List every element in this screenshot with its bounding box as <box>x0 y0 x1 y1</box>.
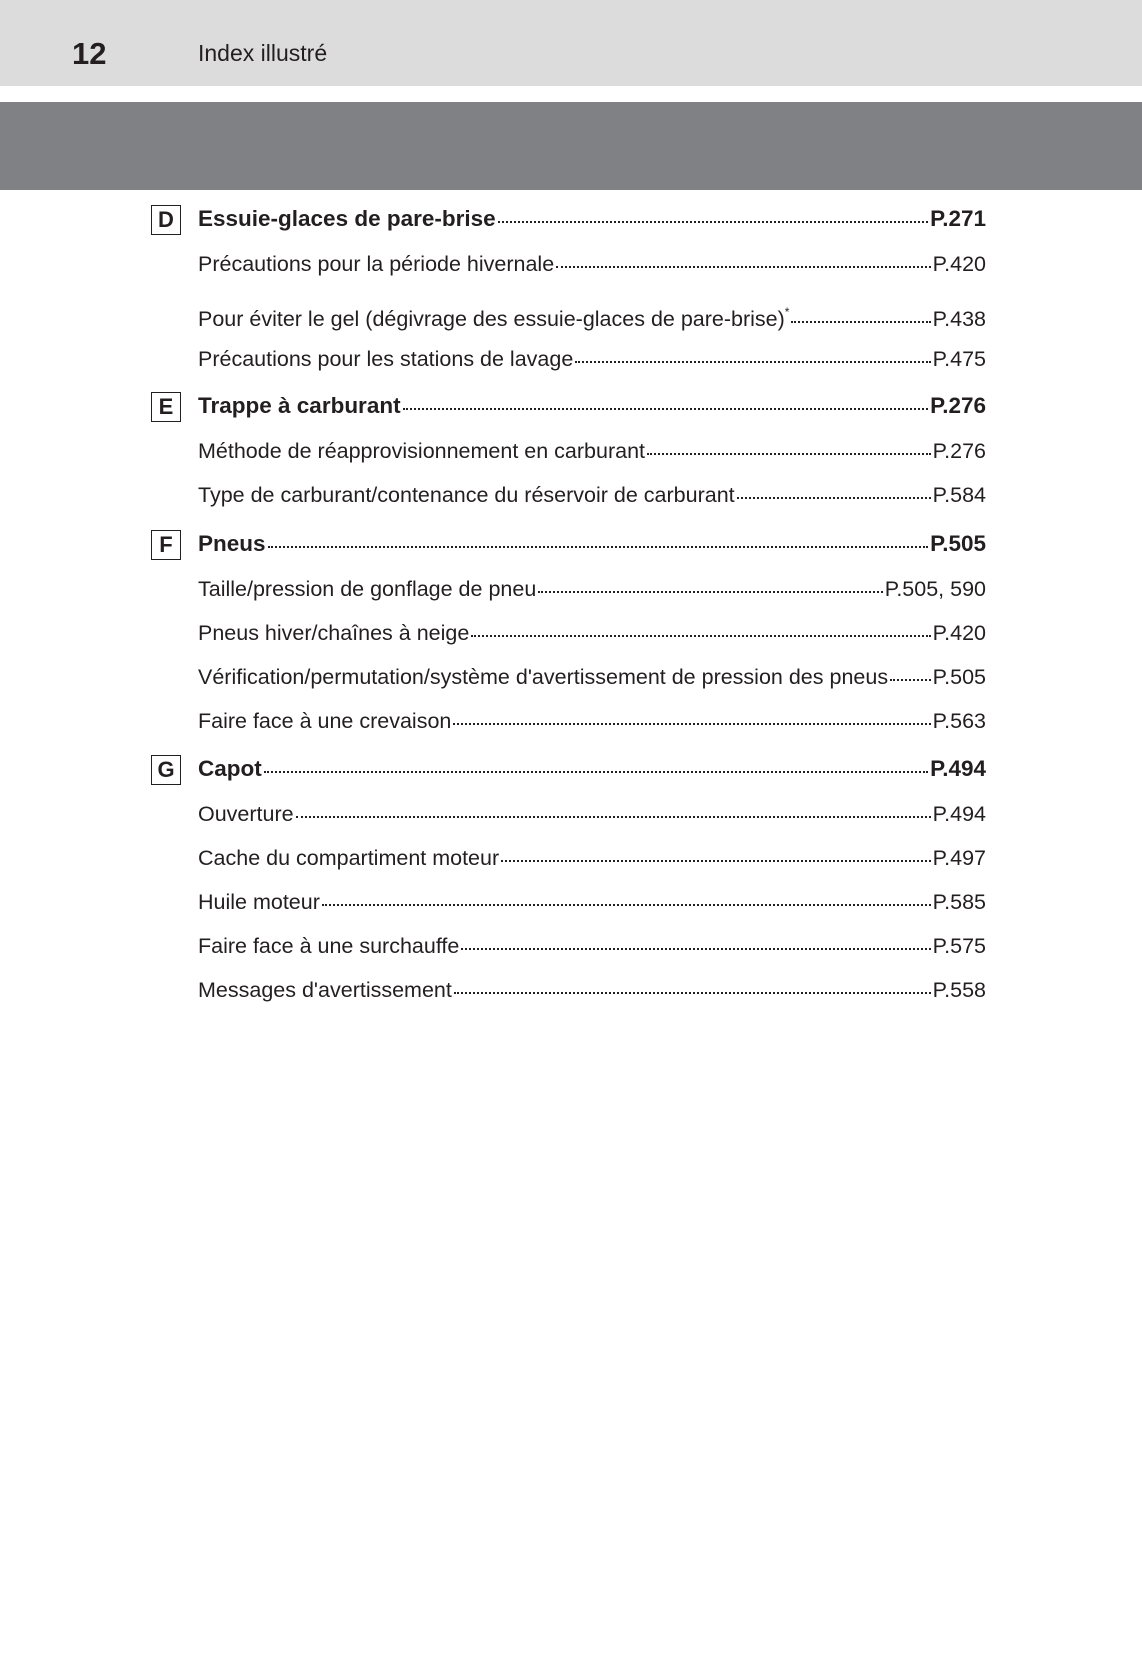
dot-leader <box>538 591 882 593</box>
index-entry-sub[interactable] <box>198 345 986 373</box>
entry-label <box>198 300 789 333</box>
entry-label: Ouverture <box>198 802 294 826</box>
page-ref: P.497 <box>932 846 986 870</box>
index-entry-main[interactable] <box>198 755 986 783</box>
page-number: 12 <box>72 36 107 71</box>
index-entry-sub[interactable] <box>198 844 986 872</box>
page-ref: P.584 <box>932 483 986 507</box>
index-entry-sub[interactable] <box>198 481 986 509</box>
index-entry-sub[interactable] <box>198 800 986 828</box>
entry-label: Méthode de réapprovisionnement en carburant <box>198 439 646 463</box>
page-ref: P.475 <box>932 347 986 371</box>
section-letter-g: G <box>151 755 181 785</box>
section-letter-f: F <box>151 530 181 560</box>
index-entry-sub[interactable] <box>198 888 986 916</box>
entry-label: Messages d'avertissement <box>198 978 452 1002</box>
dot-leader <box>264 771 928 773</box>
entry-label-text: Pour éviter le gel (dégivrage des essuie-glaces de pare-brise) <box>198 307 785 332</box>
index-entry-sub[interactable] <box>198 250 986 278</box>
entry-label: Capot <box>198 756 262 781</box>
page-ref: P.276 <box>932 439 986 463</box>
dot-leader <box>471 635 930 637</box>
page-ref: P.420 <box>932 252 986 276</box>
page-ref: P.505, 590 <box>884 577 986 601</box>
page-ref: P.494 <box>930 756 986 781</box>
index-entry-sub[interactable] <box>198 663 986 691</box>
dot-leader <box>453 723 930 725</box>
page-ref: P.505 <box>932 665 986 689</box>
index-entry-sub[interactable] <box>198 707 986 735</box>
entry-label: Précautions pour la période hivernale <box>198 252 555 276</box>
header-band <box>0 102 1142 190</box>
dot-leader <box>268 546 929 548</box>
dot-leader <box>647 453 931 455</box>
entry-label: Faire face à une crevaison <box>198 709 452 733</box>
dot-leader <box>737 497 931 499</box>
entry-label: Taille/pression de gonflage de pneu <box>198 577 537 601</box>
index-entry-main[interactable] <box>198 392 986 420</box>
page-ref: P.438 <box>932 307 986 332</box>
dot-leader <box>403 408 929 410</box>
entry-label: Précautions pour les stations de lavage <box>198 347 574 371</box>
entry-label: Faire face à une surchauffe <box>198 934 460 958</box>
page-header <box>0 0 1142 86</box>
page-ref: P.420 <box>932 621 986 645</box>
page-ref: P.276 <box>930 393 986 418</box>
dot-leader <box>791 321 930 323</box>
dot-leader <box>498 221 928 223</box>
page-ref: P.585 <box>932 890 986 914</box>
dot-leader <box>322 904 931 906</box>
page-ref: P.563 <box>932 709 986 733</box>
page-ref: P.271 <box>930 206 986 231</box>
index-entry-main[interactable] <box>198 530 986 558</box>
section-letter-d: D <box>151 205 181 235</box>
index-entry-sub[interactable] <box>198 619 986 647</box>
dot-leader <box>296 816 931 818</box>
section-title: Index illustré <box>198 40 328 66</box>
dot-leader <box>454 992 931 994</box>
dot-leader <box>575 361 930 363</box>
entry-label: Cache du compartiment moteur <box>198 846 500 870</box>
dot-leader <box>556 266 930 268</box>
entry-label: Pneus <box>198 531 266 556</box>
footnote-marker: * <box>784 305 790 319</box>
index-entry-sub[interactable] <box>198 300 986 333</box>
dot-leader <box>890 679 931 681</box>
entry-label: Pneus hiver/chaînes à neige <box>198 621 470 645</box>
index-entry-sub[interactable] <box>198 437 986 465</box>
page-ref: P.494 <box>932 802 986 826</box>
index-entry-main[interactable] <box>198 205 986 233</box>
index-entry-sub[interactable] <box>198 575 986 603</box>
dot-leader <box>501 860 930 862</box>
entry-label: Type de carburant/contenance du réservoir de carburant <box>198 483 735 507</box>
entry-label: Huile moteur <box>198 890 320 914</box>
page-ref: P.558 <box>932 978 986 1002</box>
entry-label: Trappe à carburant <box>198 393 401 418</box>
page-ref: P.575 <box>932 934 986 958</box>
section-letter-e: E <box>151 392 181 422</box>
index-entry-sub[interactable] <box>198 976 986 1004</box>
entry-label: Essuie-glaces de pare-brise <box>198 206 496 231</box>
entry-label: Vérification/permutation/système d'avertissement de pression des pneus <box>198 665 889 689</box>
index-entry-sub[interactable] <box>198 932 986 960</box>
page-ref: P.505 <box>930 531 986 556</box>
dot-leader <box>461 948 930 950</box>
